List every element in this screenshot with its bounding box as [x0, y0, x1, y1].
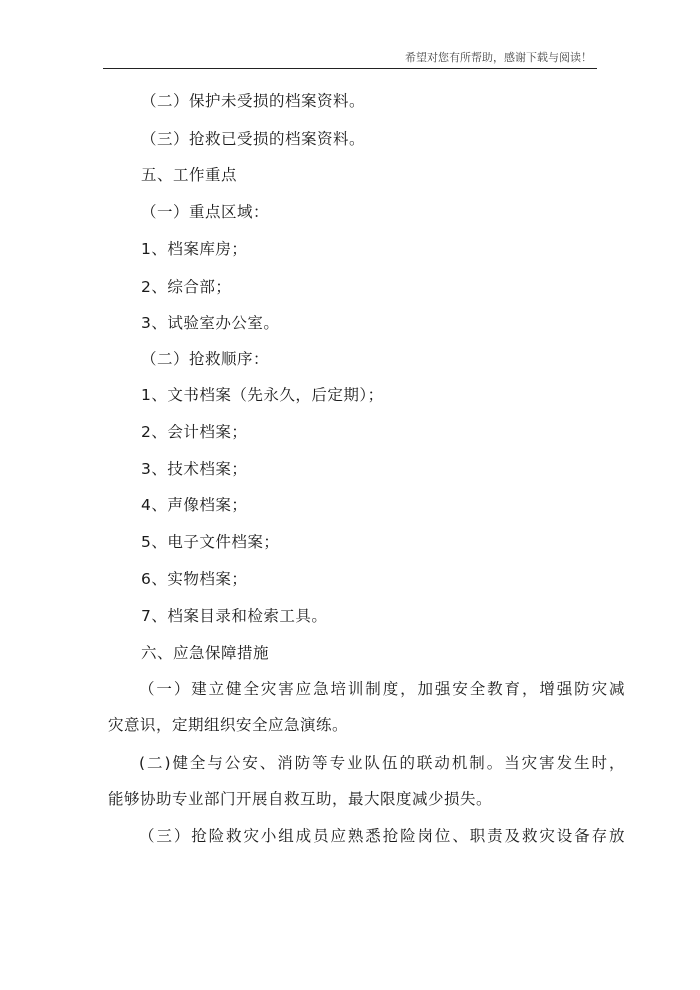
paragraph-line: （三）抢险救灾小组成员应熟悉抢险岗位、职责及救灾设备存放 [139, 827, 625, 845]
list-item: 2、会计档案； [141, 423, 248, 441]
list-item: 5、电子文件档案； [141, 533, 280, 551]
list-item: 3、试验室办公室。 [141, 314, 280, 332]
paragraph-line: （三）抢救已受损的档案资料。 [141, 130, 366, 148]
paragraph-line: （一）建立健全灾害应急培训制度，加强安全教育，增强防灾减 [139, 680, 625, 698]
paragraph-line: （一）重点区域： [141, 203, 270, 221]
list-item: 6、实物档案； [141, 570, 248, 588]
paragraph-line: （二）抢救顺序： [141, 350, 270, 368]
paragraph-line: 灾意识，定期组织安全应急演练。 [108, 716, 349, 734]
list-item: 7、档案目录和检索工具。 [141, 607, 328, 625]
section-heading: 五、工作重点 [141, 166, 238, 184]
list-item: 1、文书档案（先永久，后定期）； [141, 386, 384, 404]
list-item: 3、技术档案； [141, 460, 248, 478]
section-heading: 六、应急保障措施 [141, 644, 270, 662]
list-item: 2、综合部； [141, 278, 232, 296]
paragraph-line: (二)健全与公安、消防等专业队伍的联动机制。当灾害发生时， [139, 754, 625, 772]
page-header-text: 希望对您有所帮助，感谢下载与阅读！ [405, 51, 592, 64]
paragraph-line: 能够协助专业部门开展自救互助，最大限度减少损失。 [108, 790, 493, 808]
paragraph-line: （二）保护未受损的档案资料。 [141, 92, 366, 110]
list-item: 4、声像档案； [141, 496, 248, 514]
header-rule [103, 68, 597, 69]
list-item: 1、档案库房； [141, 240, 248, 258]
